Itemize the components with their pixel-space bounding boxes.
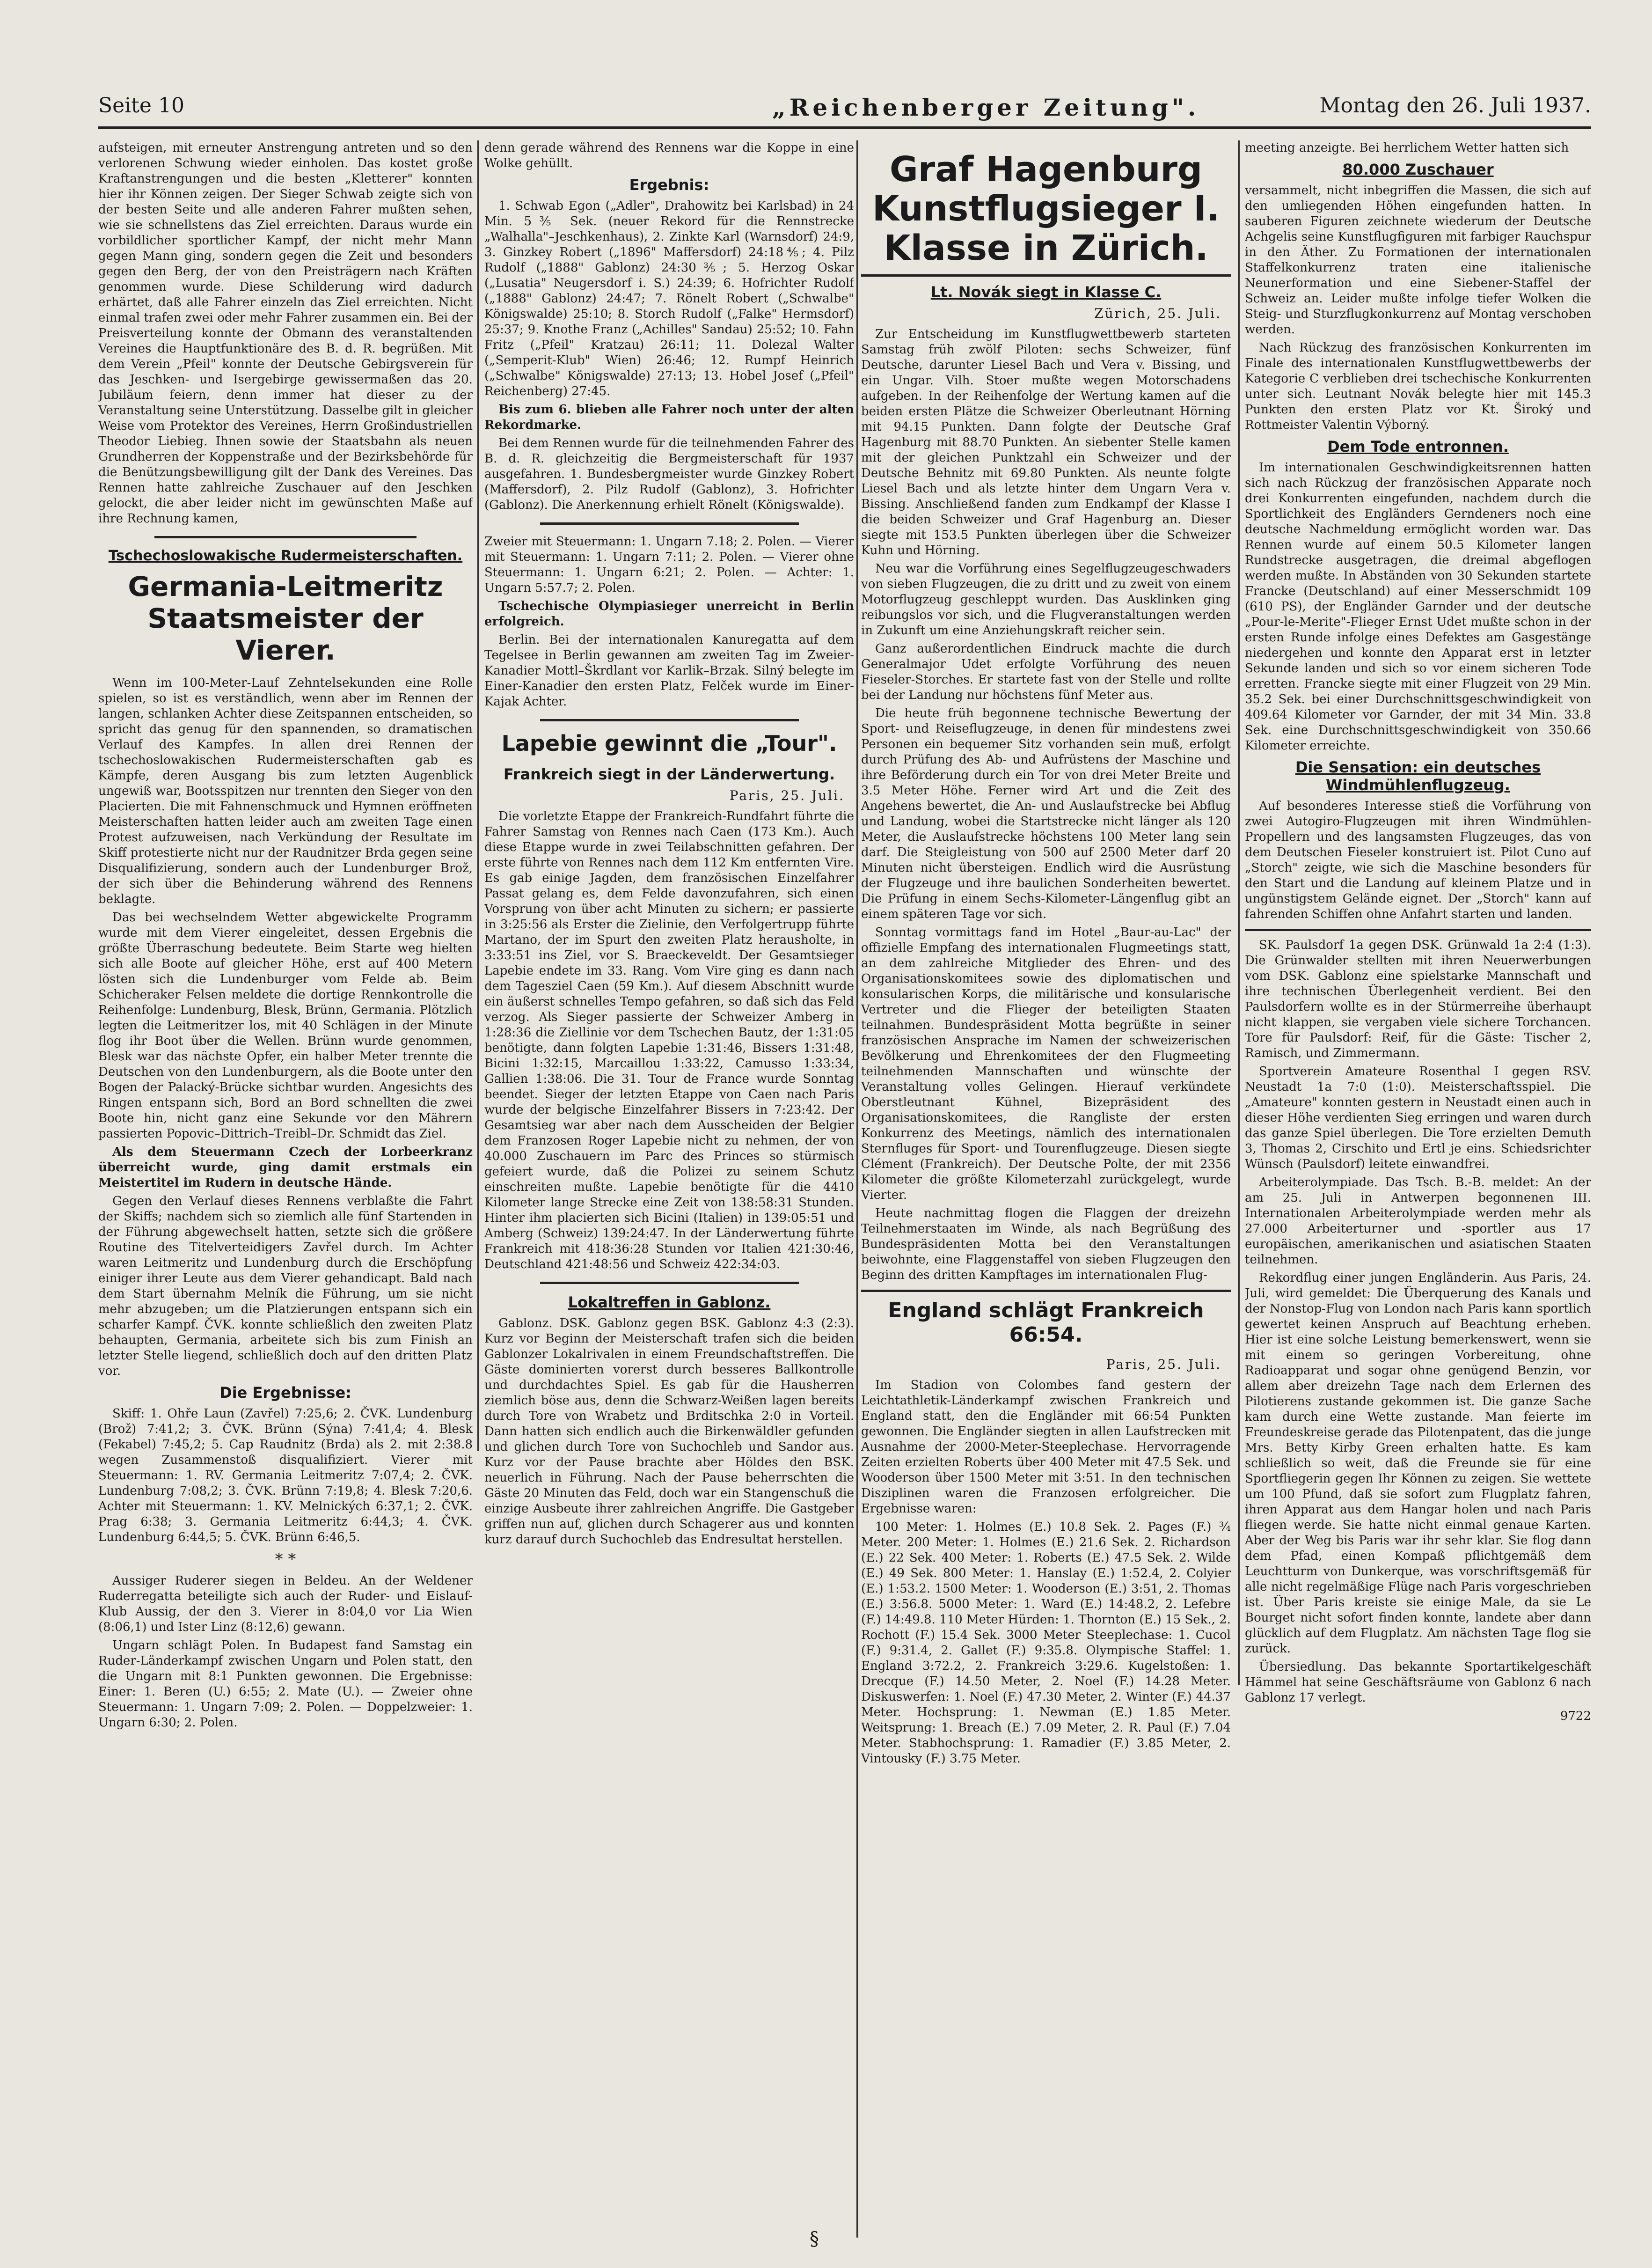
canoe-body: Berlin. Bei der internationalen Kanuregatta auf dem Tegelsee in Berlin gewannen am zweiten Tag im Zweier-Kanadier Mottl–Škrdlant vor Karlik–Brzak. Silný belegte im Einer-Kanadier den ersten Platz, Felček wurde im Einer-Kajak Achter.: [484, 633, 854, 709]
tour-body: Die vorletzte Etappe der Frankreich-Rundfahrt führte die Fahrer Samstag von Rennes nach Caen (173 Km.). Auch diese Etappe wurde in zwei Teilabschnitten gefahren. Der erste führte von Rennes nach dem 112 Km entfernten Vire. Es gab einige Jagden, dem französischen Einzelfahrer Passat gelang es, dem Felde davonzufahren, sich einen Vorsprung von über acht Minuten zu sichern; er passierte in 3:25:56 als Erster die Zielinie, den Verfolgertrupp führte Martano, der im Spurt den zweiten Platz herausholte, in 3:33:51 ins Ziel, vor S. Braeckeveldt. Der Gesamtsieger Lapebie endete im 33. Rang. Vom Vire ging es dann nach dem Tagesziel Caen (59 Km.). Auf diesem Abschnitt wurde ein äußerst schnelles Tempo gefahren, so daß sich das Feld verzog. Als Sieger passierte der Schweizer Amberg in 1:28:36 die Ziellinie vor dem Tschechen Bautz, der 1:31:05 benötigte, dann folgten Lapebie 1:31:46, Bissers 1:31:48, Bicini 1:32:15, Marcaillou 1:33:22, Camusso 1:33:34, Gallien 1:38:06. Die 31. Tour de France wurde Sonntag beendet. Sieger der letzten Etappe von Caen nach Paris wurde der belgische Einzelfahrer Bissers in 7:23:42. Der Gesamtsieg war aber nach dem Ausscheiden der Belgier dem Franzosen Roger Lapebie nicht zu nehmen, der von 40.000 Zuschauern im Parc des Princes so stürmisch gefeiert wurde, daß die Polizei zu seinem Schutz einschreiten mußte. Lapebie benötigte für die 4410 Kilometer lange Strecke eine Zeit von 138:58:31 Stunden. Hinter ihm placierten sich Bicini (Italien) in 139:05:51 und Amberg (Schweiz) 139:24:47. In der Länderwertung führte Frankreich mit 418:36:28 Stunden vor Italien 421:30:46, Deutschland 421:48:56 und Schweiz 422:34:03.: [484, 809, 854, 1271]
tour-subhead: Frankreich siegt in der Länderwertung.: [503, 765, 835, 783]
column-3: [861, 140, 1231, 2202]
rosental-item: Sportverein Amateure Rosenthal I gegen RSV. Neustadt 1a 7:0 (1:0). Meisterschaftsspiel. Die „Amateure" konnten gestern in Neustadt einen auch in dieser Höhe verdienten Sieg erringen und waren durch das ganze Spiel überlegen. Die Tore erzielten Demuth 3, Thomas 2, Cirschito und Ertl je eins. Schiedsrichter Wünsch (Paulsdorf) leitete einwandfrei.: [1245, 1064, 1591, 1171]
section-divider: [540, 522, 799, 525]
zurich-headline: Graf Hagenburg Kunstflugsieger I. Klasse in Zürich.: [872, 149, 1220, 268]
england-dateline: Paris, 25. Juli.: [1106, 1357, 1221, 1372]
arbeiter-item: Arbeiterolympiade. Das Tsch. B.-B. meldet: An der am 25. Juli in Antwerpen begonnenen III. Internationalen Arbeiterolympiade werden mehr als 27.000 Arbeiterturner und -sportler aus 17 europäischen, amerikanischen und asiatischen Staaten teilnehmen.: [1245, 1175, 1591, 1267]
issue-date: Montag den 26. Juli 1937.: [1319, 94, 1591, 117]
section-divider: [154, 536, 417, 538]
cycling-record-note: Bis zum 6. blieben alle Fahrer noch unter der alten Rekordmarke.: [484, 403, 854, 432]
column-rule: [856, 140, 858, 2238]
rowing-body-1: Wenn im 100-Meter-Lauf Zehntelsekunden eine Rolle spielen, so ist es verständlich, wenn aber im Rennen der langen, schlanken Achter diese Zeitspannen entscheiden, so spricht das genug für den spannenden, so dramatischen Verlauf des Kampfes. In allen drei Rennen der tschechoslowakischen Rudermeisterschaften gab es Kämpfe, deren Ausgang bis zum letzten Augenblick ungewiß war, Bootsspitzen nur trennten den Sieger von den Placierten. Die mit Fahnenschmuck und Hymnen eröffneten Meisterschaften hatten leider auch am zweiten Tage einen Protest aufzuweisen, nach Verkündung der Resultate im Skiff protestierte nicht nur der Raudnitzer Brda gegen seine Disqualifizierung, sondern auch der Lundenburger Brož, der sich über die Behinderung während des Rennens beklagte.: [98, 676, 473, 906]
zurich-cont-body-4: Auf besonderes Interesse stieß die Vorführung von zwei Autogiro-Flugzeugen mit ihren Windmühlen-Propellern und des langsamsten Flugzeuges, das von dem Deutschen Fieseler konstruiert ist. Pilot Cuno auf „Storch" zeigte, wie sich die Maschine besonders für den Start und die Landung auf kleinem Platze und in ungünstigstem Gelände eignet. Der „Storch" kann auf fahrenden Schiffen ohne Anfahrt starten und landen.: [1245, 799, 1591, 921]
zurich-body-3: Ganz außerordentlichen Eindruck machte die durch Generalmajor Udet erfolgte Vorführung des neuen Fieseler-Storches. Er startete fast von der Stelle und rollte bei der Landung nur höchstens fünf Meter aus.: [861, 642, 1231, 702]
gablonz-headline: Lokaltreffen in Gablonz.: [568, 1293, 771, 1311]
rowing-bold-lead: Als dem Steuermann Czech der Lorbeerkranz überreicht wurde, ging damit erstmals ein Meistertitel im Rudern in deutsche Hände.: [98, 1145, 473, 1190]
rowing-results-title: Die Ergebnisse:: [219, 1384, 351, 1402]
crowd-figure: 80.000 Zuschauer: [1342, 161, 1494, 178]
rowing-kicker: Tschechoslowakische Rudermeisterschaften.: [108, 548, 463, 564]
ornament: * *: [275, 1550, 296, 1569]
zurich-body-6: Heute nachmittag flogen die Flaggen der dreizehn Teilnehmerstaaten im Winde, als nach Begrüßung des Bundespräsidenten Motta bei den Veranstaltungen beiwohnte, eine Flaggenstaffel von sieben Flugzeugen den Beginn des dritten Kampftages im internationalen Flug-: [861, 1206, 1231, 1282]
zurich-body-5: Sonntag vormittags fand im Hotel „Baur-au-Lac" der offizielle Empfang des internationalen Flugmeetings statt, an dem zahlreiche Mitglieder des Ehren- und des Organisationskomitees sowie des diplomatischen und konsularischen Korps, die militärische und konsularische Vertreter und die Flieger der beteiligten Staaten teilnahmen. Bundespräsident Motta begrüßte in seiner französischen Ansprache im Namen der schweizerischen Bevölkerung und Ehrenkomitees der den Flugmeeting teilnehmenden Mannschaften und wünschte der Veranstaltung volles Gelingen. Hierauf verkündete Oberstleutnant Kühnel, Bizepräsident des Organisationskomitees, die Rangliste der ersten Konkurrenz des Meetings, nämlich des internationalen Sternfluges für Sport- und Tourenflugzeuge. Diesen siegte Clément (Frankreich). Der Deutsche Polte, der mit 2356 Kilometer die größte Kilometerzahl zurückgelegt, wurde Vierter.: [861, 925, 1231, 1202]
section-divider: [540, 1282, 799, 1284]
column-rule: [477, 140, 479, 1451]
zurich-dateline: Zürich, 25. Juli.: [1094, 306, 1221, 321]
zurich-body-4: Die heute früh begonnene technische Bewertung der Sport- und Reiseflugzeuge, in denen für mindestens zwei Personen ein bequemer Sitz vorhanden sein muß, erfolgt durch Prüfung des Ab- und Aufrüstens der Maschine und ihre Beförderung durch ein Tor von drei Meter Breite und 3.5 Meter Höhe. Ferner wird Art und die Zeit des Angehens bewertet, die An- und Auslaufstrecke bei Abflug und Landung, wobei die Startstrecke nicht länger als 120 Meter, die Auslaufstrecke höchstens 100 Meter lang sein darf. Die Steigleistung von 500 auf 2500 Meter darf 20 Minuten nicht übersteigen. Endlich wird die Ausrüstung der Flugzeuge und ihre baulichen Sonderheiten bewertet. Die Prüfung in einem Sechs-Kilometer-Längenflug gibt an einem späteren Tage vor sich.: [861, 706, 1231, 921]
uebersiedlung-item: Übersiedlung. Das bekannte Sportartikelgeschäft Hämmel hat seine Geschäftsräume von Gablonz 6 nach Gablonz 17 verlegt.: [1245, 1660, 1591, 1705]
ad-code: 9722: [1560, 1709, 1591, 1723]
newspaper-title: „Reichenberger Zeitung".: [772, 94, 1200, 121]
rekord-item: Rekordflug einer jungen Engländerin. Aus Paris, 24. Juli, wird gemeldet: Die Überquerung des Kanals und der Nonstop-Flug von London nach Paris kann sportlich gewertet keinen Anspruch auf Beachtung erheben. Hier ist eine solche Leistung bemerkenswert, wenn sie mit einem so geringen Vorbereitung, ohne Radioapparat und sogar ohne genügend Benzin, vor allem aber dreizehn Tage nach dem Erlernen des Pilotierens zustande gekommen ist. Die ganze Sache kam durch eine Wette zustande. Man feierte im Freundeskreise gerade das Pilotenpatent, das die junge Mrs. Betty Kirby Green erhalten hatte. Es kam schließlich so weit, daß die Freunde sie für eine Sportfliegerin gegen Ihr Können zu zeigen. Sie wettete um 100 Pfund, daß sie sofort zum Flugplatz fahren, ihren Apparat aus dem Hangar holen und nach Paris fliegen werde. Sie hatte nicht einmal genaue Karten. Aber der Weg bis Paris war ihr sehr klar. Sie flog dann dem Pfad, einen Kompaß pflichtgemäß dem Leuchtturm von Dunkerque, was vorschriftsgemäß für alle nicht regelmäßige Flüge nach Paris vorgeschrieben ist. Über Paris kreiste sie einige Male, da sie Le Bourget nicht sofort finden konnte, landete aber dann glücklich auf dem Flugplatz. Am nächsten Tage flog sie zurück.: [1245, 1271, 1591, 1656]
footer-mark: §: [810, 2228, 819, 2250]
aussig-item: Aussiger Ruderer siegen in Beldeu. An der Weldener Ruderregatta beteiligte sich auch der Ruder- und Eislauf-Klub Aussig, der den 3. Vierer in 8:04,0 vor Lia Wien (8:06,1) und Ister Linz (8:12,6) gewann.: [98, 1574, 473, 1634]
zurich-body-1: Zur Entscheidung im Kunstflugwettbewerb starteten Samstag früh zwölf Piloten: sechs Schweizer, fünf Deutsche, darunter Liesel Bach und Vera v. Bissing, und ein Ungar. Vilh. Stoer mußte wegen Motorschadens aufgeben. In der Reihenfolge der Wertung kamen auf die beiden ersten Plätze die Schweizer Oberleutnant Hörning mit 94.15 Punkten. Dann folgte der Deutsche Graf Hagenburg mit 88.70 Punkten. An siebenter Stelle kamen mit der gleichen Punktzahl ein Schweizer und der Deutsche Behnitz mit 69.80 Punkten. Als neunte folgte Liesel Bach und als letzte hinter dem Ungarn Vera v. Bissing. Anschließend fanden zum Endkampf der Klasse I die beiden Schweizer und Graf Hagenburg an. Dieser siegte mit 153.5 Punkten überlegen über die Schweizer Kuhn und Hörning.: [861, 327, 1231, 558]
england-body: Im Stadion von Colombes fand gestern der Leichtathletik-Länderkampf zwischen Frankreich und England statt, den die Engländer mit 66:54 Punkten gewonnen. Die Engländer siegten in allen Laufstrecken mit Ausnahme der 2000-Meter-Steeplechase. Hervorragende Zeiten erzielten Roberts über 400 Meter mit 47.5 Sek. und Wooderson über 1500 Meter mit 3:51. In den technischen Disziplinen waren die Franzosen erfolgreicher. Die Ergebnisse waren:: [861, 1378, 1231, 1516]
rowing-results: Skiff: 1. Ohře Laun (Zavřel) 7:25,6; 2. ČVK. Lundenburg (Brož) 7:41,2; 3. ČVK. Brünn (Sýna) 7:41,4; 4. Blesk (Fekabel) 7:45,2; 5. Cap Raudnitz (Brda) als 2. mit 2:38.8 wegen Zusammenstoß disqualifiziert. Vierer mit Steuermann: 1. RV. Germania Leitmeritz 7:07,4; 2. ČVK. Lundenburg 7:08,2; 3. ČVK. Brünn 7:19,8; 4. Blesk 7:20,6. Achter mit Steuermann: 1. KV. Melnických 6:37,1; 2. ČVK. Prag 6:38; 3. Germania Leitmeritz 6:44,3; 4. ČVK. Lundenburg 6:44,5; 5. ČVK. Brünn 6:46,5.: [98, 1407, 473, 1544]
rowing-headline: Germania-Leitmeritz Staatsmeister der Vierer.: [128, 571, 443, 666]
england-headline: England schlägt Frankreich 66:54.: [888, 1299, 1204, 1347]
sensation-subhead: Die Sensation: ein deutsches Windmühlenflugzeug.: [1295, 758, 1541, 794]
england-results: 100 Meter: 1. Holmes (E.) 10.8 Sek. 2. Pages (F.) ¾ Meter. 200 Meter: 1. Holmes (E.) 21.6 Sek. 2. Richardson (E.) 22 Sek. 400 Meter: 1. Roberts (E.) 47.5 Sek. 2. Wilde (E.) 49 Sek. 800 Meter: 1. Hanslay (E.) 1:52.4, 2. Colyier (E.) 1:53.2. 1500 Meter: 1. Wooderson (E.) 3:51, 2. Thomas (E.) 3:56.8. 5000 Meter: 1. Ward (E.) 14:48.2, 2. Lefebre (F.) 14:49.8. 110 Meter Hürden: 1. Thornton (E.) 15 Sek., 2. Rochott (F.) 15.4 Sek. 3000 Meter Steeplechase: 1. Cucol (F.) 9:31.4, 2. Gallet (F.) 9:35.8. Olympische Staffel: 1. England 3:72.2, 2. Frankreich 3:29.6. Kugelstoßen: 1. Drecque (F.) 14.50 Meter, 2. Noel (F.) 14.28 Meter. Diskuswerfen: 1. Noel (F.) 47.30 Meter, 2. Winter (F.) 44.37 Meter. Hochsprung: 1. Newman (E.) 1.85 Meter. Weitsprung: 1. Breach (E.) 7.09 Meter, 2. R. Paul (F.) 7.04 Meter. Stabhochsprung: 1. Ramadier (F.) 3.85 Meter, 2. Vintousky (F.) 3.75 Meter.: [861, 1520, 1231, 1766]
headline-rule: [861, 274, 1231, 277]
column-1: [98, 140, 473, 2202]
section-divider: [540, 719, 799, 721]
gablonz-body: Gablonz. DSK. Gablonz gegen BSK. Gablonz 4:3 (2:3). Kurz vor Beginn der Meisterschaft trafen sich die beiden Gablonzer Lokalrivalen in einem Freundschaftstreffen. Die Gäste dominierten vorerst durch besseres Ballkontrolle und durchdachtes Spiel. Es gab für die Hausherren ziemlich böse aus, denn die Schwarz-Weißen lagen bereits durch Tore von Wrabetz und Brditschka 2:0 in Vorteil. Dann hatten sich endlich auch die Birkenwäldler gefunden und glichen durch Tore von Suchochleb und Sandor aus. Kurz vor der Pause brachte aber Höldes den BSK. neuerlich in Führung. Nach der Pause beherrschten die Gäste 20 Minuten das Feld, doch war ein Stangenschuß die einzige Ausbeute ihrer zahlreichen Angriffe. Die Gastgeber griffen nun auf, glichen durch Schagerer aus und konnten kurz darauf durch Suchochleb das Endresultat herstellen.: [484, 1316, 854, 1547]
zurich-body-2: Neu war die Vorführung eines Segelflugzeugeschwaders von sieben Flugzeugen, die zu dritt und zu zweit von einem Motorflugzeug geschleppt wurden. Das Ausklinken ging reibungslos vor sich, und die Flugveranstaltungen werden in Zukunft um eine Anziehungskraft reicher sein.: [861, 562, 1231, 638]
rowing-body-2: Das bei wechselndem Wetter abgewickelte Programm wurde mit dem Vierer eingeleitet, dessen Ergebnis die größte Überraschung bedeutete. Beim Starte weg hielten sich alle Boote auf gleicher Höhe, erst auf 400 Metern lösten sich die Lundenburger vom Felde ab. Beim Schicheraker Felsen meldete die dortige Rennkontrolle die Reihenfolge: Lundenburg, Blesk, Brünn, Germania. Plötzlich legten die Leitmeritzer los, mit 40 Schlägen in der Minute flog ihr Boot über die Wellen. Brünn wurde genommen, Blesk war das nächste Opfer, ein halber Meter trennte die Deutschen von den Lundenburgern, als die Boote unter den Bogen der Palacký-Brücke sichtbar wurden. Angesichts des Ringen entspann sich, Bord an Bord schnellten die zwei Boote hin, nicht ganz eine Sekunde vor den Mährern passierten Popovic–Dittrich–Treibl–Dr. Schmidt das Ziel.: [98, 910, 473, 1141]
section-divider: [861, 1290, 1231, 1292]
section-divider: [1245, 929, 1591, 931]
column-rule: [1238, 140, 1240, 1685]
zurich-cont: meeting anzeigte. Bei herrlichem Wetter hatten sich: [1245, 141, 1569, 155]
zurich-subhead: Lt. Novák siegt in Klasse C.: [930, 283, 1162, 301]
cycling-continuation: aufsteigen, mit erneuter Anstrengung antreten und so den verlorenen Schwung wieder einholen. Das kostet große Kraftanstrengungen und die besten „Kletterer" konnten hier ihr Können zeigen. Der Sieger Schwab zeigte sich von der besten Seite und alle anderen Fahrer mußten sehen, wie sie schnellstens das Ziel erreichten. Daraus wurde ein vorbildlicher sportlicher Kampf, der nicht mehr Mann gegen Mann ging, sondern gegen die Zeit und besonders gegen den Berg, der von den Preisträgern nach Kräften genommen wurde. Diese Schilderung wird dadurch erhärtet, daß alle Fahrer einzeln das Ziel erreichten. Nicht einmal trafen zwei oder mehr Fahrer zusammen ein. Bei der Preisverteilung konnte der Obmann des veranstaltenden Vereines die Hauptfunktionäre des B. d. R. begrüßen. Mit dem Verein „Pfeil" konnte der Deutsche Gebirgsverein für das Jeschken- und Isergebirge gewissermaßen das 20. Jubiläum feiern, denn immer hat dieser zu der Veranstaltung seine Unterstützung. Dasselbe gilt in gleicher Weise vom Protektor des Vereines, Herrn Großindustriellen Theodor Liebieg. Ihnen sowie der Staatsbahn als neuen Grundherren der Koppenstraße und der Bezirksbehörde für die Benützungsbewilligung gilt der Dank des Vereines. Das Rennen hatte zahlreiche Zuschauer auf den Jeschken gelockt, die aber leider nicht im gewünschten Maße auf ihre Rechnung kamen,: [98, 141, 473, 526]
cycling-body: Bei dem Rennen wurde für die teilnehmenden Fahrer des B. d. R. gleichzeitig die Bergmeisterschaft für 1937 ausgefahren. 1. Bundesbergmeister wurde Ginzkey Robert (Maffersdorf), 2. Pilz Rudolf (Gablonz), 3. Hofrichter (Gablonz). Die Anerkennung erhielt Rönelt (Königswalde).: [484, 436, 854, 512]
death-subhead: Dem Tode entronnen.: [1327, 438, 1509, 455]
cycling-results-title: Ergebnis:: [629, 176, 709, 194]
rowing-results-cont: Zweier mit Steuermann: 1. Ungarn 7.18; 2. Polen. — Vierer mit Steuermann: 1. Ungarn 7:11; 2. Polen. — Vierer ohne Steuermann: 1. Ungarn 6:21; 2. Polen. — Achter: 1. Ungarn 5:57.7; 2. Polen.: [484, 535, 854, 595]
zurich-cont-body-3: Im internationalen Geschwindigkeitsrennen hatten sich nach Rückzug der französischen Apparate noch drei Konkurrenten eingefunden, nachdem durch die Sportlichkeit des Engländers Gerndeners noch eine deutsche Nachmeldung ermöglicht worden war. Das Rennen wurde auf einem 50.5 Kilometer langen Rundstrecke ausgetragen, die dreimal abgeflogen werden mußte. In Abständen von 30 Sekunden startete Francke (Deutschland) auf einer Messerschmidt 109 (610 PS), der Engländer Garnder und der deutsche „Pour-le-Merite"-Flieger Ernst Udet mußte schon in der ersten Runde infolge eines Defektes am Gasgestänge niedergehen und konnte den Apparat erst in letzter Sekunde landen und sich so vor einem sicheren Tode erretten. Francke siegte mit einer Flugzeit von 29 Min. 35.2 Sek. bei einer Durchschnittsgeschwindigkeit von 409.64 Kilometer vor Garnder, der mit 34 Min. 33.8 Sek. eine Durchschnittsgeschwindigkeit von 350.66 Kilometer erreichte.: [1245, 461, 1591, 753]
column-4: [1245, 140, 1591, 2202]
zurich-cont-body-1: versammelt, nicht inbegriffen die Massen, die sich auf den umliegenden Höhen eingefunden hatten. In sauberen Figuren zeichnete wiederum der Deutsche Achgelis seine Kunstflugfiguren mit farbiger Rauchspur in den Äther. Zu Formationen der internationalen Staffelkonkurrenz traten eine italienische Neunerformation und eine Siebener-Staffel der Schweiz an. Leider mußte infolge tiefer Wolken die Steig- und Sturzflugkonkurrenz auf Montag verschoben werden.: [1245, 183, 1591, 337]
column-2: [484, 140, 854, 2202]
page-header: [98, 94, 1591, 131]
page-number: Seite 10: [98, 94, 184, 117]
zurich-cont-body-2: Nach Rückzug des französischen Konkurrenten im Finale des internationalen Kunstflugwettbewerbs der Kategorie C verblieben drei tschechische Konkurrenten unter sich. Leutnant Novák belegte hier mit 145.3 Punkten den ersten Platz vor Kt. Široký und Rottmeister Valentin Výborný.: [1245, 341, 1591, 432]
tour-dateline: Paris, 25. Juli.: [729, 788, 845, 803]
tour-headline: Lapebie gewinnt die „Tour".: [501, 731, 837, 756]
rowing-body-3: Gegen den Verlauf dieses Rennens verblaßte die Fahrt der Skiffs; nachdem sich so ziemlich alle fünf Startenden in der Führung abgewechselt hatten, setzte sich die größere Routine des Titelverteidigers Zavřel durch. Im Achter waren Leitmeritz und Lundenburg durch die Erschöpfung einiger ihrer Leute aus dem Vierer gehandicapt. Bald nach dem Start übernahm Melník die Führung, um sie nicht mehr abzugeben; um die Platzierungen entspann sich ein scharfer Kampf. ČVK. konnte schließlich den zweiten Platz behaupten, Germania, arbeitete sich bis zum Finish an letzter Stelle liegend, schließlich doch auf den dritten Platz vor.: [98, 1194, 473, 1378]
cycling-results: 1. Schwab Egon („Adler", Drahowitz bei Karlsbad) in 24 Min. 5⅗ Sek. (neuer Rekord für die Rennstrecke „Walhalla"–Jeschkenhaus), 2. Zinkte Karl (Warnsdorf) 24:9, 3. Ginzkey Robert („1896" Maffersdorf) 24:18⅘; 4. Pilz Rudolf („1888" Gablonz) 24:30⅗; 5. Herzog Oskar („Lusatia" Neugersdorf i. S.) 24:39; 6. Hofrichter Rudolf („1888" Gablonz) 24:47; 7. Rönelt Robert („Schwalbe" Königswalde) 25:10; 8. Storch Rudolf („Falke" Hermsdorf) 25:37; 9. Knothe Franz („Achilles" Sandau) 25:52; 10. Fahn Fritz („Pfeil" Kratzau) 26:11; 11. Dolezal Walter („Semperit-Klub" Wien) 26:46; 12. Rumpf Heinrich („Schwalbe" Königswalde) 27:13; 13. Hobel Josef („Pfeil" Reichenberg) 27:45.: [484, 199, 854, 398]
cycling-tail: denn gerade während des Rennens war die Koppe in eine Wolke gehüllt.: [484, 141, 854, 170]
canoe-headline: Tschechische Olympiasieger unerreicht in Berlin erfolgreich.: [484, 599, 854, 629]
paulsdorf-item: SK. Paulsdorf 1a gegen DSK. Grünwald 1a 2:4 (1:3). Die Grünwalder stellten mit ihren Neuerwerbungen vom DSK. Gablonz eine spielstarke Mannschaft und ihre technischen Überlegenheit verdient. Bei den Paulsdorfern wollte es in der Stürmerreihe überhaupt nicht klappen, sie vergaben viele sichere Torchancen. Tore für Paulsdorf: Reif, für die Gäste: Tischer 2, Ramisch, und Zimmermann.: [1245, 938, 1591, 1060]
header-rule: [98, 126, 1591, 129]
ungarn-item: Ungarn schlägt Polen. In Budapest fand Samstag ein Ruder-Länderkampf zwischen Ungarn und Polen statt, den die Ungarn mit 8:1 Punkten gewonnen. Die Ergebnisse: Einer: 1. Beren (U.) 6:55; 2. Mate (U.). — Zweier ohne Steuermann: 1. Ungarn 7:09; 2. Polen. — Doppelzweier: 1. Ungarn 6:30; 2. Polen.: [98, 1638, 473, 1730]
